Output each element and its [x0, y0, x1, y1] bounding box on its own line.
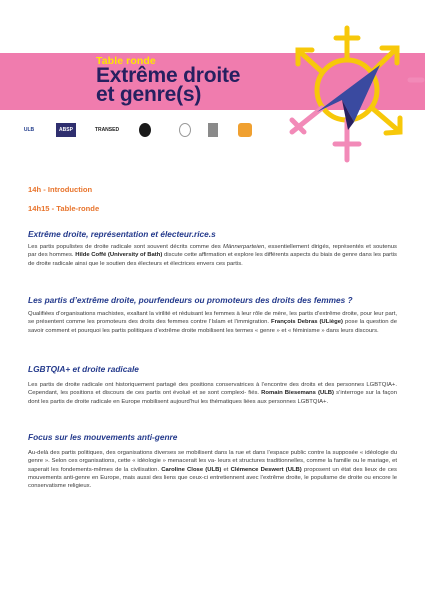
section-2-heading: Les partis d’extrême droite, pourfendeurs ou promoteurs des droits des femmes ?: [28, 295, 353, 305]
logo-ulb: ULB: [23, 127, 35, 133]
logo-7: [238, 123, 252, 137]
logo-6: [208, 123, 218, 137]
schedule-roundtable: 14h15 - Table-ronde: [28, 204, 100, 213]
partner-logos: [23, 123, 253, 139]
section-4-body: Au-delà des partis politiques, des organisations diverses se mobilisent dans la rue et dans l’espace public contre la supposée « idéologie du genre ». Selon ces organisations, cette « idéologie » menacerait les va- leurs et structures traditionnelles, comme la famille ou le mariage, et saperait les fondements-mêmes de la civilisation. Caroline Close (ULB) et Clémence Deswert (ULB) proposent un état des lieux de ces mouvements anti-genre en Europe, mais aussi des liens que ceux-ci entretiennent avec l’extrême droite, le populisme de droite ou encore le conservatisme religieux.: [28, 450, 397, 490]
page-title: [96, 66, 240, 104]
section-4-heading: Focus sur les mouvements anti-genre: [28, 432, 178, 442]
event-type: Table ronde: [96, 55, 156, 67]
section-2-body: Qualifiées d’organisations machistes, exaltant la virilité et réduisant les femmes à leur rôle de mère, les partis d’extrême droite, pour leur part, se présentent comme les promoteurs des droits des femmes contre l’Islam et l’immigration. François Debras (ULiège) pose la question de savoir comment et pourquoi les partis politiques d’extrême droite mobilisent les termes « genre » et « féminisme » dans leurs discours.: [28, 311, 397, 334]
logo-transed: TRANSED: [94, 127, 120, 133]
schedule-intro: 14h - Introduction: [28, 185, 93, 194]
title-line-2: et genre(s): [96, 83, 202, 106]
title-line-1: Extrême droite: [96, 64, 241, 87]
logo-5: [179, 123, 191, 137]
gender-symbols-emblem-icon: [262, 20, 425, 170]
logo-absp: ABSP: [56, 123, 76, 137]
logo-round: [139, 123, 151, 137]
section-3-heading: LGBTQIA+ et droite radicale: [28, 364, 139, 374]
section-1-heading: Extrême droite, représentation et électeur.rice.s: [28, 229, 216, 239]
section-3-body: Les partis de droite radicale ont historiquement partagé des positions conservatrices à l’encontre des droits et des personnes LGBTQIA+. Cependant, les positions et discours de ces partis ont évolué et se sont complexi- fiés. Romain Biesemans (ULB) s’interroge sur la façon dont les partis de droite radicale en Europe mobilisent aujourd’hui les thématiques liées aux personnes LGBTQIA+.: [28, 382, 397, 405]
section-1-body: Les partis populistes de droite radicale sont souvent décrits comme des Männerparteien, essentiellement dirigés, représentés et soutenus par des hommes. Hilde Coffé (University of Bath) discute cette affirmation et explore les différents aspects du biais de genre dans les partis de droite radicale ainsi que le soutien des électeurs et électrices envers ces partis.: [28, 244, 398, 267]
